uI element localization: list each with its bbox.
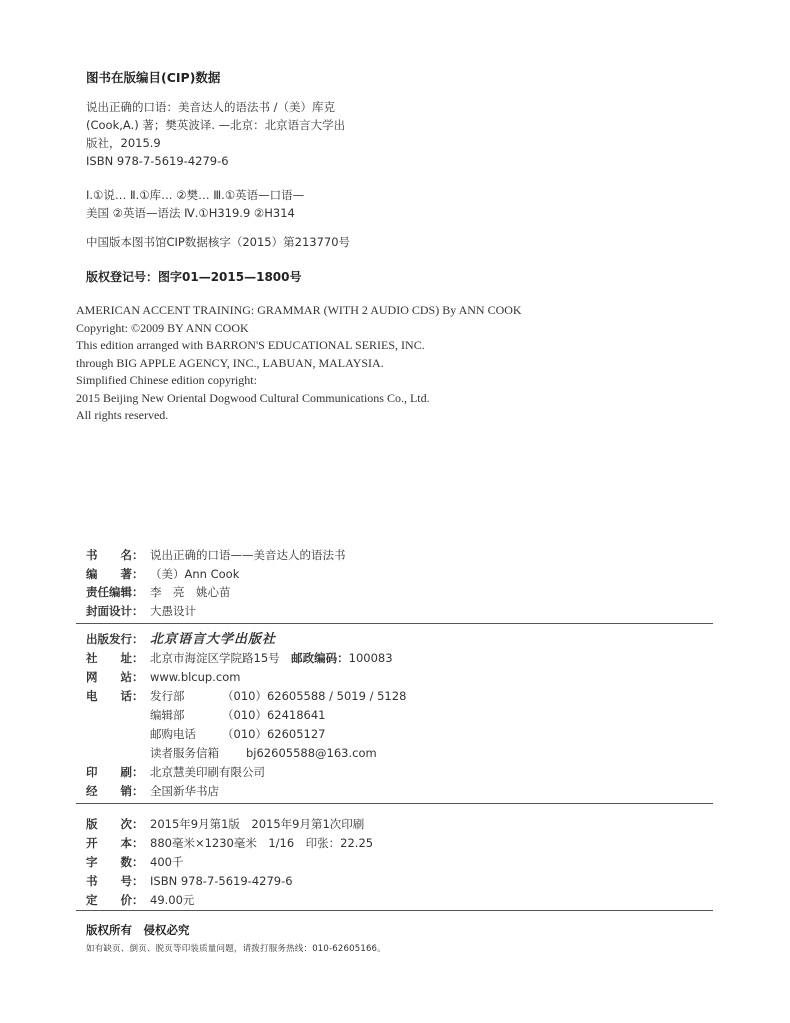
cip-class-line: 美国 ②英语—语法 Ⅳ.①H319.9 ②H314 xyxy=(86,206,295,220)
distributor-row xyxy=(86,782,406,801)
cip-record xyxy=(86,98,426,222)
address-label: 社 址： xyxy=(86,651,144,665)
edition-value: 880毫米×1230毫米 1/16 印张：22.25 xyxy=(150,836,374,850)
copyright-registration: 版权登记号：图字01—2015—1800号 xyxy=(86,270,302,284)
phone-row xyxy=(86,744,406,763)
phone-label: 电 话： xyxy=(86,689,144,703)
copyright-line: All rights reserved. xyxy=(76,408,169,422)
phone-number: （010）62605127 xyxy=(222,727,326,741)
printer-row xyxy=(86,763,406,782)
credit-row xyxy=(86,583,346,602)
service-note: 如有缺页、倒页、脱页等印装质量问题，请拨打服务热线：010-62605166。 xyxy=(86,944,386,954)
credit-label: 书 名： xyxy=(86,548,144,562)
publisher-row xyxy=(86,630,406,649)
edition-row xyxy=(86,891,373,910)
spacer xyxy=(86,170,426,186)
phone-dept: 读者服务信箱 xyxy=(150,746,219,760)
publisher-info xyxy=(86,630,406,801)
distributor-label: 经 销： xyxy=(86,784,144,798)
publisher-label: 出版发行： xyxy=(86,632,144,646)
edition-row xyxy=(86,853,373,872)
edition-row xyxy=(86,815,373,834)
edition-label: 字 数： xyxy=(86,855,144,869)
edition-value: 2015年9月第1版 2015年9月第1次印刷 xyxy=(150,817,365,831)
printer-label: 印 刷： xyxy=(86,765,144,779)
credit-label: 编 著： xyxy=(86,566,144,581)
copyright-line: Copyright: ©2009 BY ANN COOK xyxy=(76,320,249,335)
credit-row xyxy=(86,565,346,584)
printer-value: 北京慧美印刷有限公司 xyxy=(150,765,265,779)
credit-value: （美）Ann Cook xyxy=(150,566,240,581)
copyright-line: Simplified Chinese edition copyright: xyxy=(76,373,257,387)
address-value: 北京市海淀区学院路15号 xyxy=(150,651,292,665)
edition-label: 定 价： xyxy=(86,893,144,907)
copyright-line: 2015 Beijing New Oriental Dogwood Cultural Communications Co., Ltd. xyxy=(76,390,430,405)
edition-value: 49.00元 xyxy=(150,893,195,907)
credit-row xyxy=(86,602,346,621)
copyright-line: AMERICAN ACCENT TRAINING: GRAMMAR (WITH 2 AUDIO CDS) By ANN COOK xyxy=(76,303,522,317)
edition-label: 开 本： xyxy=(86,836,144,850)
edition-value: 400千 xyxy=(150,855,184,869)
cip-class-line: Ⅰ.①说… Ⅱ.①库… ②樊… Ⅲ.①英语—口语— xyxy=(86,188,305,202)
website-label: 网 站： xyxy=(86,670,144,684)
credit-value: 说出正确的口语——美音达人的语法书 xyxy=(150,548,346,562)
edition-row xyxy=(86,834,373,853)
edition-label: 书 号： xyxy=(86,874,144,888)
edition-value: ISBN 978-7-5619-4279-6 xyxy=(150,874,293,888)
cip-line: ISBN 978-7-5619-4279-6 xyxy=(86,154,229,168)
website-value: www.blcup.com xyxy=(150,670,241,684)
divider xyxy=(76,910,713,911)
phone-row xyxy=(86,725,406,744)
distributor-value: 全国新华书店 xyxy=(150,784,219,798)
book-credits xyxy=(86,546,346,620)
phone-row xyxy=(86,706,406,725)
copyright-line: This edition arranged with BARRON'S EDUCATIONAL SERIES, INC. xyxy=(76,338,425,352)
edition-label: 版 次： xyxy=(86,817,144,831)
publisher-logo: 北京语言大学出版社 xyxy=(150,632,277,647)
phone-dept: 发行部 xyxy=(150,689,185,703)
postcode-label: 邮政编码： xyxy=(291,651,349,665)
cip-line: 说出正确的口语：美音达人的语法书 /（美）库克 xyxy=(86,100,336,114)
cip-line: (Cook,A.) 著；樊英波译. —北京：北京语言大学出 xyxy=(86,118,346,132)
rights-reserved: 版权所有 侵权必究 xyxy=(86,923,190,937)
credit-label: 责任编辑： xyxy=(86,585,144,599)
phone-dept: 编辑部 xyxy=(150,708,185,722)
divider xyxy=(76,623,713,624)
credit-value: 大愚设计 xyxy=(150,603,196,618)
edition-row xyxy=(86,872,373,891)
website-row xyxy=(86,668,406,687)
cip-line: 版社，2015.9 xyxy=(86,136,161,150)
phone-number: （010）62605588 / 5019 / 5128 xyxy=(222,689,407,703)
credit-row xyxy=(86,546,346,565)
divider xyxy=(76,803,713,804)
phone-number: （010）62418641 xyxy=(222,708,326,722)
phone-dept: 邮购电话 xyxy=(150,727,196,741)
postcode-value: 100083 xyxy=(348,651,393,665)
copyright-line: through BIG APPLE AGENCY, INC., LABUAN, MALAYSIA. xyxy=(76,355,384,370)
cip-verify-number: 中国版本图书馆CIP数据核字（2015）第213770号 xyxy=(86,235,351,249)
edition-info xyxy=(86,815,373,910)
cip-heading: 图书在版编目(CIP)数据 xyxy=(86,70,221,85)
copyright-notice xyxy=(76,302,522,425)
address-row xyxy=(86,649,406,668)
phone-row xyxy=(86,687,406,706)
phone-number: bj62605588@163.com xyxy=(246,746,377,760)
credit-label: 封面设计： xyxy=(86,603,144,618)
credit-value: 李 亮 姚心苗 xyxy=(150,585,231,599)
